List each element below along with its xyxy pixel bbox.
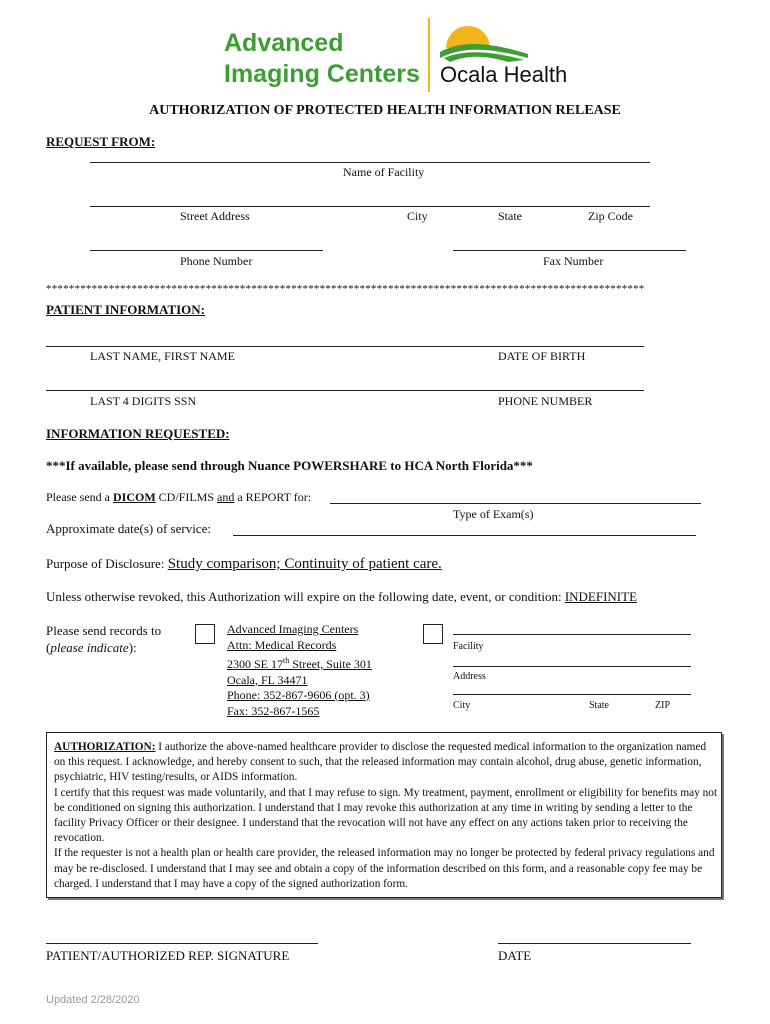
paren-open: ( <box>46 640 51 655</box>
aic-line-1: Advanced Imaging Centers <box>227 622 359 636</box>
authorization-p1-text: I authorize the above-named healthcare provider to disclose the requested medical information to the organization named on this request. I acknowledge, and hereby consent to such, that the released information may contain alcohol, drug abuse, genetic information, psychiatric, HIV testing/results, or AIDS information. <box>54 741 707 784</box>
updated-date: Updated 2/28/2020 <box>46 994 140 1006</box>
patient-phone-label: PHONE NUMBER <box>498 394 593 408</box>
send-records-label-line-1: Please send records to <box>46 623 162 638</box>
please-indicate-text: please indicate <box>50 640 129 655</box>
info-requested-heading: INFORMATION REQUESTED: <box>46 426 230 441</box>
facility-name-field[interactable] <box>90 162 650 163</box>
page-title: AUTHORIZATION OF PROTECTED HEALTH INFORMATION RELEASE <box>149 103 621 118</box>
sunrise-logo-icon <box>438 22 530 62</box>
logo-wordmark <box>224 28 420 90</box>
state-label: State <box>498 209 522 223</box>
ssn-phone-field[interactable] <box>46 390 644 391</box>
send-records-label-line-2 <box>46 639 161 656</box>
request-from-heading: REQUEST FROM: <box>46 134 156 149</box>
section-separator: ********************************************************************************************************* <box>46 283 645 295</box>
signature-label: PATIENT/AUTHORIZED REP. SIGNATURE <box>46 948 290 963</box>
other-facility-label: Facility <box>453 641 484 652</box>
other-facility-field[interactable] <box>453 634 691 635</box>
aic-address-block <box>227 622 372 719</box>
partner-name: Ocala Health <box>440 62 568 87</box>
aic-street-rest: Street, Suite 301 <box>289 657 372 671</box>
option-aic-checkbox[interactable] <box>195 624 215 644</box>
aic-line-2: Attn: Medical Records <box>227 637 337 652</box>
authorization-paragraph-3: If the requester is not a health plan or health care provider, the released information may no longer be protected by federal privacy regulations and may be re-disclosed. I understand that I may see and obtain a copy of the information described on this form, and a reasonable copy fee may be charged. I understand that I may have a copy of the signed authorization form. <box>54 847 715 890</box>
exam-type-label: Type of Exam(s) <box>453 507 534 521</box>
aic-street-number: 2300 SE 17 <box>227 657 284 671</box>
date-label: DATE <box>498 948 532 963</box>
dicom-text: DICOM <box>112 490 156 504</box>
service-dates-label: Approximate date(s) of service: <box>46 521 211 536</box>
cd-films-text: CD/FILMS <box>155 490 218 504</box>
aic-line-3 <box>227 653 372 673</box>
send-records-label <box>46 622 161 656</box>
aic-line-4: Ocala, FL 34471 <box>227 672 308 687</box>
city-label: City <box>407 209 428 223</box>
phone-number-label: Phone Number <box>180 254 253 268</box>
send-request-line <box>46 490 311 505</box>
expiration-line <box>46 589 637 605</box>
street-address-label: Street Address <box>180 209 250 223</box>
authorization-heading: AUTHORIZATION: <box>54 741 156 753</box>
address-field[interactable] <box>90 206 650 207</box>
other-city-state-zip-field[interactable] <box>453 694 691 695</box>
expire-value: INDEFINITE <box>564 589 638 604</box>
authorization-paragraph-1 <box>54 740 718 786</box>
other-zip-label: ZIP <box>655 700 670 711</box>
expire-text: Unless otherwise revoked, this Authorization will expire on the following date, event, or condition: <box>46 589 565 604</box>
patient-name-dob-field[interactable] <box>46 346 644 347</box>
authorization-paragraph-2: I certify that this request was made voluntarily, and that I may refuse to sign. My treatment, payment, enrollment or eligibility for benefits may not be conditioned on signing this authorization. I understand that I may revoke this authorization at any time in writing by sending a letter to the facility Privacy Officer or their designee. I understand that the revocation will not have any effect on any actions taken prior to receiving the revocation. <box>54 786 718 845</box>
purpose-line <box>46 556 442 573</box>
aic-line-5: Phone: 352-867-9606 (opt. 3) <box>227 688 370 702</box>
powershare-note: ***If available, please send through Nuance POWERSHARE to HCA North Florida*** <box>46 458 533 473</box>
logo-line-2: Imaging Centers <box>224 60 420 88</box>
date-of-birth-label: DATE OF BIRTH <box>498 349 586 363</box>
fax-number-label: Fax Number <box>543 254 604 268</box>
aic-street-suffix: th <box>283 656 290 665</box>
other-city-label: City <box>453 700 471 711</box>
other-state-label: State <box>589 700 609 711</box>
phone-number-field[interactable] <box>90 250 323 251</box>
fax-number-field[interactable] <box>453 250 686 251</box>
report-for-text: a REPORT for: <box>234 490 312 504</box>
date-field[interactable] <box>498 943 691 944</box>
exam-type-field[interactable] <box>330 503 701 504</box>
signature-field[interactable] <box>46 943 318 944</box>
other-address-label: Address <box>453 671 486 682</box>
logo-line-1: Advanced <box>224 29 344 57</box>
other-address-field[interactable] <box>453 666 691 667</box>
patient-name-label: LAST NAME, FIRST NAME <box>90 349 235 363</box>
and-text: and <box>217 490 235 504</box>
zip-code-label: Zip Code <box>588 209 633 223</box>
send-prefix: Please send a <box>46 490 113 504</box>
purpose-value: Study comparison; Continuity of patient care. <box>167 556 442 572</box>
ssn-label: LAST 4 DIGITS SSN <box>90 394 197 408</box>
facility-name-label: Name of Facility <box>343 165 425 179</box>
service-dates-field[interactable] <box>233 535 696 536</box>
aic-line-6: Fax: 352-867-1565 <box>227 703 320 718</box>
patient-info-heading: PATIENT INFORMATION: <box>46 302 206 317</box>
logo-divider <box>428 18 430 92</box>
option-other-checkbox[interactable] <box>423 624 443 644</box>
purpose-label: Purpose of Disclosure: <box>46 556 168 571</box>
paren-close: ): <box>128 640 137 655</box>
authorization-text <box>54 740 718 892</box>
